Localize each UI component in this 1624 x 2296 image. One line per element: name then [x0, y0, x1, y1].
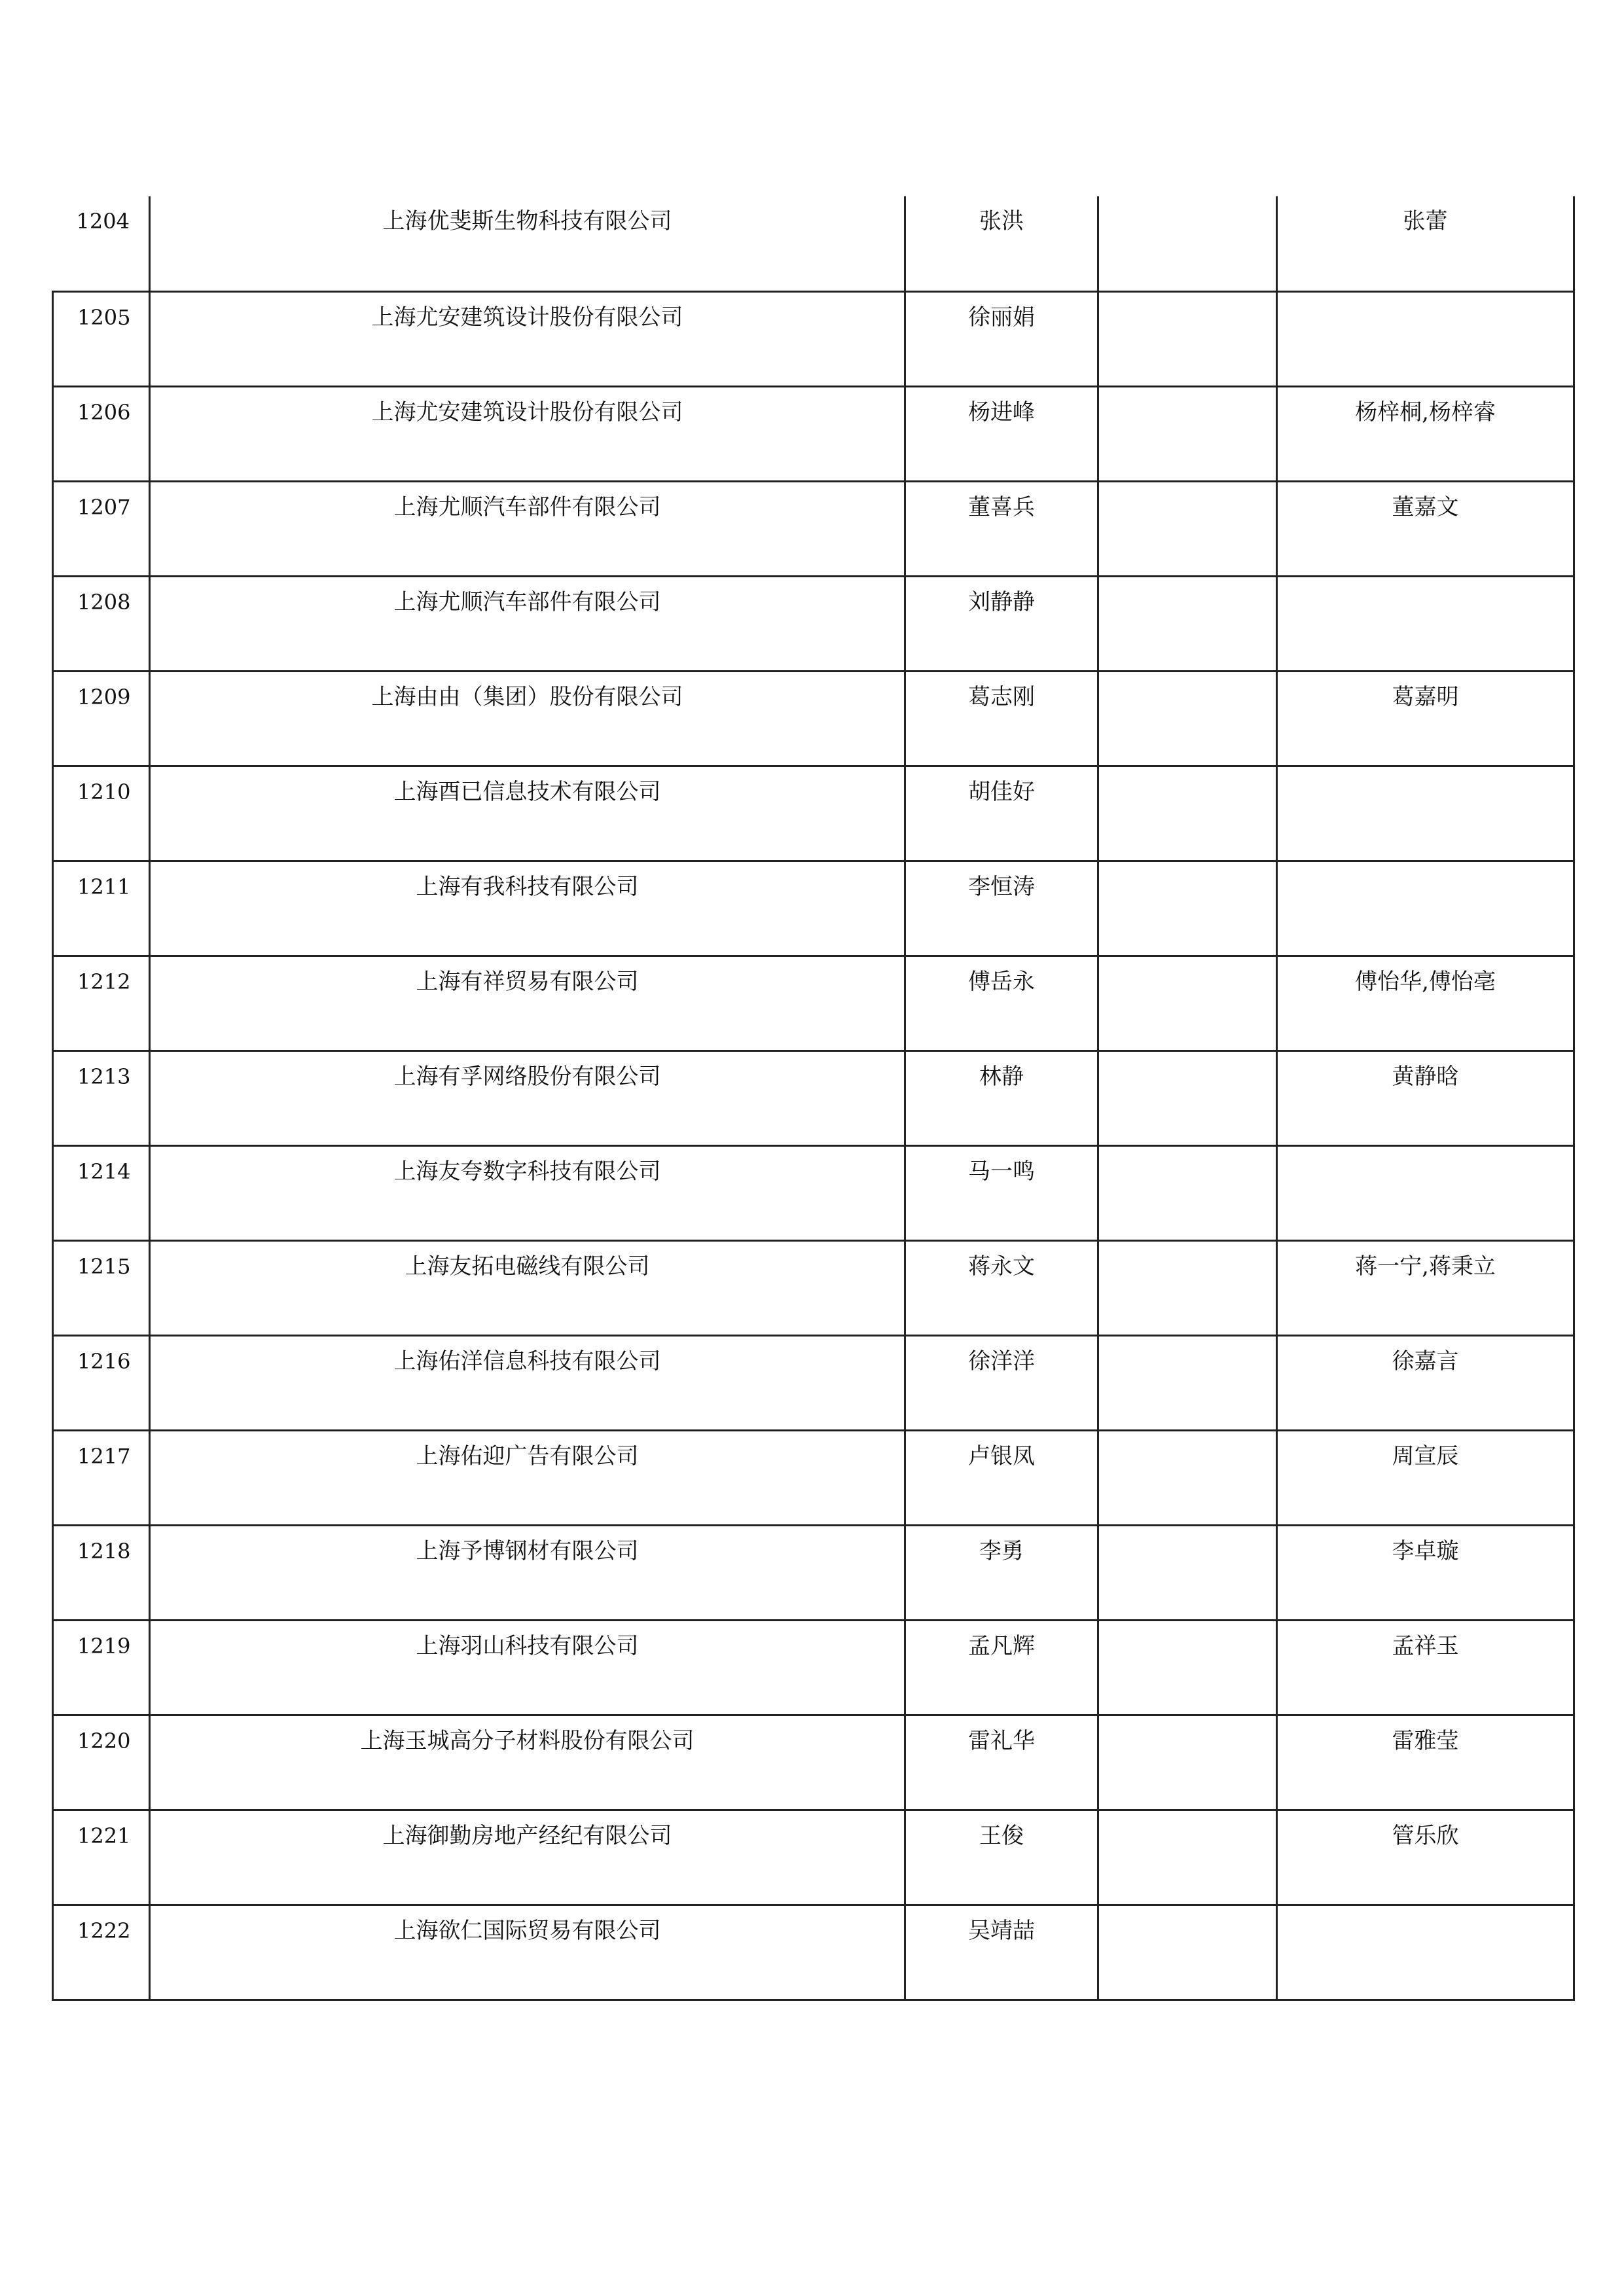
applicant-name-cell: 孟凡辉 [905, 1620, 1098, 1715]
blank-cell [1098, 1715, 1277, 1810]
company-name-cell: 上海羽山科技有限公司 [150, 1620, 905, 1715]
applicant-name-cell: 徐洋洋 [905, 1335, 1098, 1430]
table-row [53, 1715, 1574, 1810]
table-row [53, 196, 1574, 291]
applicant-name-cell: 徐丽娟 [905, 291, 1098, 386]
row-number-cell: 1205 [53, 291, 150, 386]
children-names-cell: 孟祥玉 [1277, 1620, 1574, 1715]
blank-cell [1098, 196, 1277, 291]
applicant-name-cell: 李恒涛 [905, 861, 1098, 956]
children-names-cell [1277, 861, 1574, 956]
blank-cell [1098, 1430, 1277, 1525]
blank-cell [1098, 481, 1277, 576]
blank-cell [1098, 766, 1277, 861]
children-names-cell: 张蕾 [1277, 196, 1574, 291]
row-number-cell: 1216 [53, 1335, 150, 1430]
blank-cell [1098, 671, 1277, 766]
table-row [53, 1620, 1574, 1715]
row-number-cell: 1207 [53, 481, 150, 576]
applicant-name-cell: 李勇 [905, 1525, 1098, 1620]
applicant-name-cell: 张洪 [905, 196, 1098, 291]
blank-cell [1098, 576, 1277, 671]
blank-cell [1098, 956, 1277, 1050]
row-number-cell: 1219 [53, 1620, 150, 1715]
company-name-cell: 上海尤安建筑设计股份有限公司 [150, 291, 905, 386]
table-row [53, 1145, 1574, 1240]
blank-cell [1098, 1620, 1277, 1715]
company-name-cell: 上海有我科技有限公司 [150, 861, 905, 956]
applicant-name-cell: 林静 [905, 1050, 1098, 1145]
blank-cell [1098, 1050, 1277, 1145]
blank-cell [1098, 1905, 1277, 2000]
row-number-cell: 1211 [53, 861, 150, 956]
company-name-cell: 上海佑洋信息科技有限公司 [150, 1335, 905, 1430]
children-names-cell: 黄静晗 [1277, 1050, 1574, 1145]
row-number-cell: 1212 [53, 956, 150, 1050]
applicant-name-cell: 傅岳永 [905, 956, 1098, 1050]
company-name-cell: 上海友拓电磁线有限公司 [150, 1240, 905, 1335]
company-name-cell: 上海友夸数字科技有限公司 [150, 1145, 905, 1240]
applicant-name-cell: 卢银凤 [905, 1430, 1098, 1525]
table-row [53, 956, 1574, 1050]
blank-cell [1098, 1525, 1277, 1620]
applicant-name-cell: 胡佳好 [905, 766, 1098, 861]
children-names-cell: 管乐欣 [1277, 1810, 1574, 1905]
applicant-name-cell: 王俊 [905, 1810, 1098, 1905]
applicant-name-cell: 雷礼华 [905, 1715, 1098, 1810]
table-row [53, 766, 1574, 861]
applicant-name-cell: 吴靖喆 [905, 1905, 1098, 2000]
children-names-cell: 杨梓桐,杨梓睿 [1277, 386, 1574, 481]
company-name-cell: 上海玉城高分子材料股份有限公司 [150, 1715, 905, 1810]
table-row [53, 291, 1574, 386]
company-name-cell: 上海尤顺汽车部件有限公司 [150, 576, 905, 671]
row-number-cell: 1221 [53, 1810, 150, 1905]
company-name-cell: 上海尤顺汽车部件有限公司 [150, 481, 905, 576]
company-name-cell: 上海有祥贸易有限公司 [150, 956, 905, 1050]
company-name-cell: 上海予博钢材有限公司 [150, 1525, 905, 1620]
roster-table [52, 196, 1575, 2001]
company-name-cell: 上海尤安建筑设计股份有限公司 [150, 386, 905, 481]
roster-body [53, 196, 1574, 2000]
children-names-cell [1277, 576, 1574, 671]
blank-cell [1098, 861, 1277, 956]
table-row [53, 1430, 1574, 1525]
blank-cell [1098, 291, 1277, 386]
row-number-cell: 1217 [53, 1430, 150, 1525]
row-number-cell: 1204 [53, 196, 150, 291]
table-row [53, 481, 1574, 576]
children-names-cell: 周宣辰 [1277, 1430, 1574, 1525]
row-number-cell: 1214 [53, 1145, 150, 1240]
applicant-name-cell: 马一鸣 [905, 1145, 1098, 1240]
company-name-cell: 上海佑迎广告有限公司 [150, 1430, 905, 1525]
row-number-cell: 1215 [53, 1240, 150, 1335]
blank-cell [1098, 1145, 1277, 1240]
table-row [53, 1905, 1574, 2000]
table-row [53, 861, 1574, 956]
applicant-name-cell: 蒋永文 [905, 1240, 1098, 1335]
table-row [53, 1335, 1574, 1430]
blank-cell [1098, 1240, 1277, 1335]
company-name-cell: 上海欲仁国际贸易有限公司 [150, 1905, 905, 2000]
blank-cell [1098, 1810, 1277, 1905]
row-number-cell: 1222 [53, 1905, 150, 2000]
row-number-cell: 1210 [53, 766, 150, 861]
children-names-cell: 蒋一宁,蒋秉立 [1277, 1240, 1574, 1335]
company-name-cell: 上海有孚网络股份有限公司 [150, 1050, 905, 1145]
table-row [53, 1050, 1574, 1145]
row-number-cell: 1213 [53, 1050, 150, 1145]
children-names-cell: 傅怡华,傅怡亳 [1277, 956, 1574, 1050]
applicant-name-cell: 杨进峰 [905, 386, 1098, 481]
table-row [53, 1810, 1574, 1905]
children-names-cell [1277, 766, 1574, 861]
table-row [53, 1240, 1574, 1335]
applicant-name-cell: 刘静静 [905, 576, 1098, 671]
row-number-cell: 1218 [53, 1525, 150, 1620]
table-row [53, 386, 1574, 481]
children-names-cell [1277, 1145, 1574, 1240]
company-name-cell: 上海御勤房地产经纪有限公司 [150, 1810, 905, 1905]
company-name-cell: 上海酉已信息技术有限公司 [150, 766, 905, 861]
row-number-cell: 1208 [53, 576, 150, 671]
applicant-name-cell: 董喜兵 [905, 481, 1098, 576]
blank-cell [1098, 1335, 1277, 1430]
table-row [53, 671, 1574, 766]
blank-cell [1098, 386, 1277, 481]
row-number-cell: 1206 [53, 386, 150, 481]
row-number-cell: 1209 [53, 671, 150, 766]
children-names-cell: 葛嘉明 [1277, 671, 1574, 766]
table-row [53, 576, 1574, 671]
children-names-cell: 雷雅莹 [1277, 1715, 1574, 1810]
row-number-cell: 1220 [53, 1715, 150, 1810]
company-name-cell: 上海优斐斯生物科技有限公司 [150, 196, 905, 291]
children-names-cell: 徐嘉言 [1277, 1335, 1574, 1430]
children-names-cell: 李卓璇 [1277, 1525, 1574, 1620]
company-name-cell: 上海由由（集团）股份有限公司 [150, 671, 905, 766]
applicant-name-cell: 葛志刚 [905, 671, 1098, 766]
children-names-cell [1277, 291, 1574, 386]
children-names-cell: 董嘉文 [1277, 481, 1574, 576]
table-row [53, 1525, 1574, 1620]
children-names-cell [1277, 1905, 1574, 2000]
